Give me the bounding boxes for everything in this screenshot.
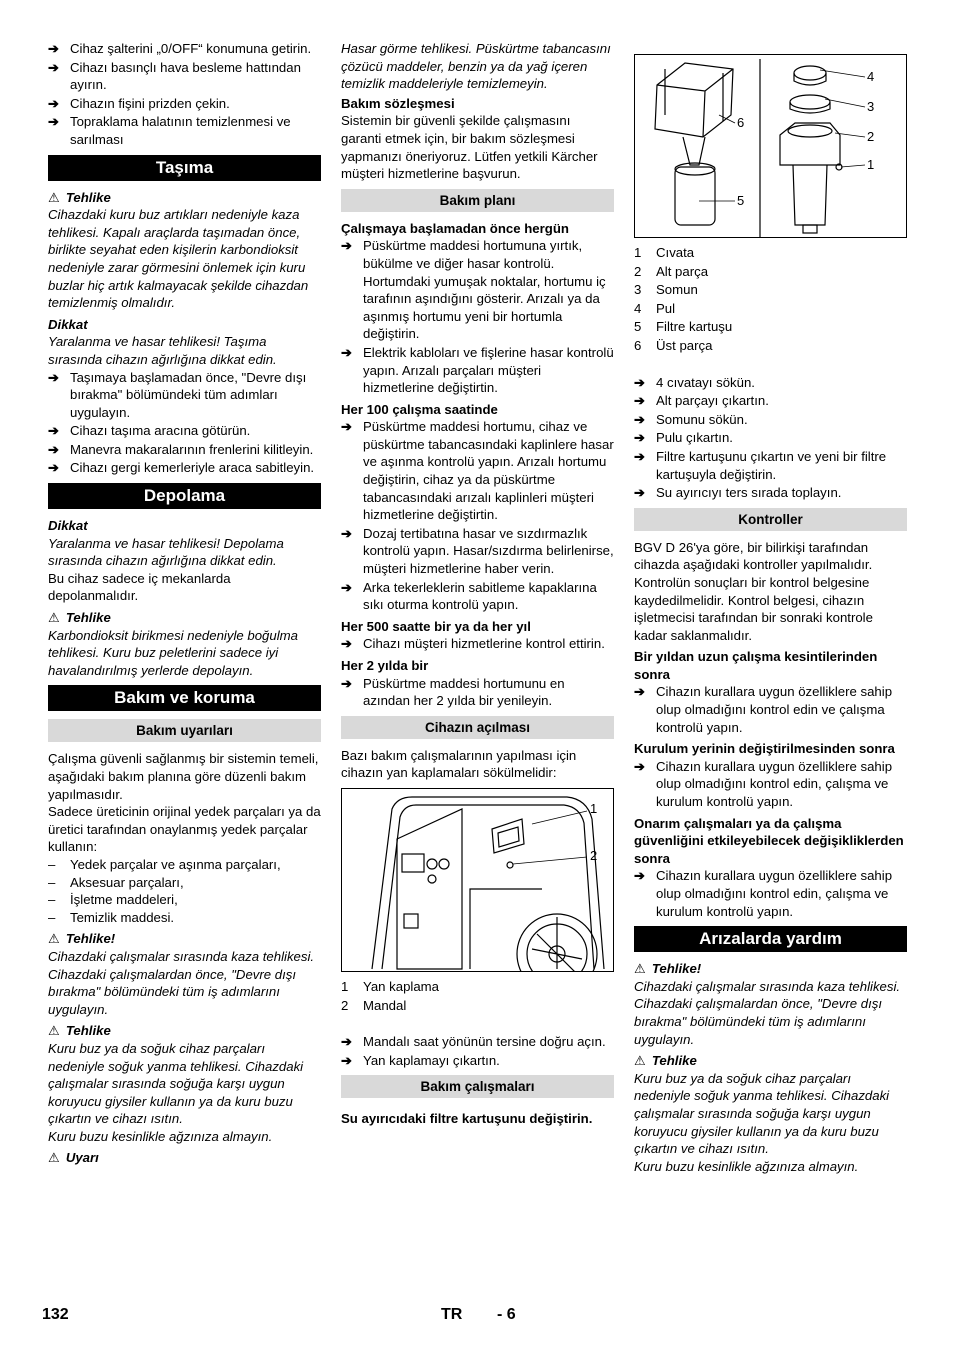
section-title-bakim: Bakım ve koruma [48,685,321,711]
subsection-title-bakim-plani: Bakım planı [341,189,614,212]
warning-text: Cihazdaki çalışmalar sırasında kaza tehlikesi. Cihazdaki çalışmalardan önce, "Devre dışı bırakma" bölümündeki tüm iş adımlarını uygulayın. [48,948,315,1017]
sub-page-number: - 6 [497,1306,516,1323]
heading: Bakım sözleşmesi [341,95,455,111]
caution-text: Yaralanma ve hasar tehlikesi! Depolama sırasında cihazın ağırlığına dikkat edin. [48,535,284,569]
callout-1: 1 [590,800,598,816]
legend-item: 4 Pul [634,300,676,316]
device-illustration [342,789,613,971]
callout-2: 2 [590,847,598,863]
step: ➔ Arka tekerleklerin sabitleme kapaklarına sıkı oturma kontrolü yapın. [341,579,614,614]
callout-3: 3 [867,99,875,114]
step: ➔ Manevra makaralarının frenlerini kilitleyin. [48,441,321,459]
subsection-title-bakim-calismalari: Bakım çalışmaları [341,1075,614,1098]
subsection-title-cihazin-acilmasi: Cihazın açılması [341,716,614,739]
heading: Çalışmaya başlamadan önce hergün [341,220,569,236]
filter-illustration [635,55,906,237]
warning-text: Kuru buz ya da soğuk cihaz parçaları nedeniyle soğuk yanma tehlikesi. Cihazdaki çalışmalar sırasında soğuğa karşı uygun koruyucu giysiler kullanın ya da kuru buzu çıkartın ve cihazı ısıtın. [634,1070,890,1157]
heading: Her 2 yılda bir [341,658,429,673]
step: ➔ Topraklama halatının temizlenmesi ve sarılması [48,113,321,148]
warning-icon: ⚠ [48,1150,60,1166]
subsection-title-kontroller: Kontroller [634,508,907,531]
step: ➔ Püskürtme maddesi hortumunu en azından her 2 yılda bir yenileyin. [341,675,614,710]
heading: Her 100 çalışma saatinde [341,401,498,417]
step: ➔ Somunu sökün. [634,411,907,429]
step: ➔ Cihaz şalterini „0/OFF“ konumuna getirin. [48,40,321,58]
warning-icon: ⚠ [48,931,60,947]
step: ➔ Filtre kartuşunu çıkartın ve yeni bir filtre kartuşuyla değiştirin. [634,448,907,483]
warning-icon: ⚠ [48,1023,60,1039]
step: ➔ Elektrik kabloları ve fişlerine hasar kontrolü yapın. Arızalı parçaları müşteri hizmetlerine değiştirtin. [341,344,614,397]
step: ➔ Pulu çıkartın. [634,429,907,447]
step: ➔ Cihazı müşteri hizmetlerine kontrol ettirin. [341,635,614,653]
device-side-figure [341,788,614,972]
caution-text: Yaralanma ve hasar tehlikesi! Taşıma sırasında cihazın ağırlığına dikkat edin. [48,334,277,367]
warning-label: ⚠ Tehlike [48,1023,111,1039]
step: ➔ Mandalı saat yönünün tersine doğru açın. [341,1033,614,1051]
section-title-tasima: Taşıma [48,155,321,181]
legend-item: 1 Yan kaplama [341,978,439,994]
heading: Bir yıldan uzun çalışma kesintilerinden sonra [634,649,878,682]
page-number: 132 [42,1306,69,1323]
paragraph: Çalışma güvenli sağlanmış bir sistemin temeli, aşağıdaki bakım planına göre düzenli bakım yapılmasıdır. [48,751,319,802]
step: ➔ Alt parçayı çıkartın. [634,392,907,410]
storage-text: Bu cihaz sadece iç mekanlarda depolanmalıdır. [48,570,231,604]
list-item: – Aksesuar parçaları, [48,874,321,892]
step: ➔ Cihazı gergi kemerleriyle araca sabitleyin. [48,459,321,477]
top-steps [48,40,321,149]
callout-2: 2 [867,129,875,144]
warning-text: Cihazdaki çalışmalar sırasında kaza tehlikesi. Cihazdaki çalışmalardan önce, "Devre dışı bırakma" bölümündeki tüm iş adımlarını uygulayın. [634,978,901,1047]
warning-label: ⚠ Tehlike [634,1053,697,1069]
callout-6: 6 [737,115,745,130]
step: ➔ Cihazın kurallara uygun özelliklere sahip olup olmadığını kontrol edin, çalışma ve kurulum kontrolü yapın. [634,758,907,811]
heading: Kurulum yerinin değiştirilmesinden sonra [634,741,895,757]
filter-figure [634,54,907,238]
language-code: TR [441,1306,463,1323]
paragraph: Sadece üreticinin orijinal yedek parçaları ya da üretici tarafından onaylanmış yedek parçalar kullanın: [48,804,321,855]
step: ➔ Cihazı taşıma aracına götürün. [48,422,321,440]
heading: Su ayırıcıdaki filtre kartuşunu değiştirin. [341,1111,593,1127]
step: ➔ Cihazı basınçlı hava besleme hattından ayırın. [48,59,321,94]
step: ➔ 4 cıvatayı sökün. [634,374,907,392]
legend-item: 2 Mandal [341,997,407,1013]
warning-icon: ⚠ [48,610,60,626]
legend-item: 3 Somun [634,282,698,298]
step: ➔ Taşımaya başlamadan önce, "Devre dışı bırakma" bölümündeki tüm adımları uygulayın. [48,369,321,422]
warning-text: Karbondioksit birikmesi nedeniyle boğulma tehlikesi. Kuru buz peletlerini sadece iyi havalandırılmış yerlerde depolayın. [48,627,298,678]
warning-label: ⚠ Tehlike! [48,931,116,947]
paragraph: Bazı bakım çalışmalarının yapılması için cihazın yan kaplamaları sökülmelidir: [341,747,577,781]
warning-icon: ⚠ [634,1053,646,1069]
column-2 [341,40,614,1128]
legend-item: 2 Alt parça [634,263,709,279]
warning-text: Kuru buzu kesinlikle ağzınıza almayın. [634,1158,859,1174]
warning-label: ⚠ Tehlike! [634,961,702,977]
warning-icon: ⚠ [634,961,646,977]
heading: Onarım çalışmaları ya da çalışma güvenliğini etkileyebilecek değişikliklerden sonra [634,815,904,866]
legend-item: 5 Filtre kartuşu [634,319,733,335]
warning-text: Kuru buzu kesinlikle ağzınıza almayın. [48,1128,273,1144]
paragraph: Sistemin bir güvenli şekilde çalışmasını garanti etmek için, bir bakım sözleşmesi yapmanızı öneriyoruz. Lütfen yetkili Kärcher müşteri hizmetlerine başvurun. [341,113,598,182]
section-title-arizalarda-yardim: Arızalarda yardım [634,926,907,952]
legend-item: 6 Üst parça [634,337,713,353]
warning-text: Kuru buz ya da soğuk cihaz parçaları nedeniyle soğuk yanma tehlikesi. Cihazdaki çalışmalar sırasında soğuğa karşı uygun koruyucu giysiler kullanın ya da kuru buzu çıkartın ve cihazı ısıtın. [48,1040,304,1127]
column-3 [634,40,907,1175]
step: ➔ Cihazın fişini prizden çekin. [48,95,321,113]
subsection-title-bakim-uyarilari: Bakım uyarıları [48,719,321,742]
legend-item: 1 Cıvata [634,245,695,260]
caution-label: Dikkat [48,316,88,332]
callout-4: 4 [867,69,875,84]
list-item: – Yedek parçalar ve aşınma parçaları, [48,856,321,874]
warning-icon: ⚠ [48,189,60,205]
step: ➔ Su ayırıcıyı ters sırada toplayın. [634,484,907,502]
step: ➔ Cihazın kurallara uygun özelliklere sahip olup olmadığını kontrol edin ve çalışma kontrolü yapın. [634,683,907,736]
step: ➔ Yan kaplamayı çıkartın. [341,1052,614,1070]
notice-text: Hasar görme tehlikesi. Püskürtme tabancasını çözücü maddeler, benzin ya da yağ içeren temizlik maddeleriyle temizlemeyin. [341,41,611,92]
heading: Her 500 saatte bir ya da her yıl [341,618,531,634]
callout-1: 1 [867,157,875,172]
step: ➔ Püskürtme maddesi hortumu, cihaz ve püskürtme tabancasındaki kaplinlere hasar ve aşınma kontrolü yapın. Arızalı hortumu değiştirin, cihaz ya da püskürtme tabancasındaki arızalı kaplinleri müşteri hizmetlerine değiştirtin. [341,418,614,524]
step: ➔ Dozaj tertibatına hasar ve sızdırmazlık kontrolü yapın. Hasar/sızdırma belirlenirse, müşteri hizmetlerine haber verin. [341,525,614,578]
list-item: – İşletme maddeleri, [48,891,321,909]
warning-text: Cihazdaki kuru buz artıkları nedeniyle kaza tehlikesi. Kapalı araçlarda taşımadan önce, birlikte seyahat eden kişilerin karbondioksit nedeniyle zarar görmesini önlemek için kuru buzlar hiç artık kalmayacak şekilde cihazdan temizlenmiş olmalıdır. [48,207,309,311]
paragraph: BGV D 26'ya göre, bir bilirkişi tarafından cihazda aşağıdaki kontroller yapılmalıdır. Kontrolün sonuçları bir kontrol belgesine kaydedilmelidir. Kontrol belgesi, cihazın işletmecisi tarafından bir sonraki kontrole kadar saklanmalıdır. [634,539,873,643]
warning-label: ⚠ Uyarı [48,1150,99,1166]
callout-5: 5 [737,193,745,208]
warning-label: ⚠ Tehlike [48,610,111,626]
step: ➔ Püskürtme maddesi hortumuna yırtık, bükülme ve diğer hasar kontrolü. Hortumdaki yumuşak noktalar, hortumu iç tarafının aşındığını gösterir. Arızalı ya da aşınmış hortumu yeni bir hortumla değiştirin. [341,237,614,343]
caution-label: Dikkat [48,518,88,534]
list-item: – Temizlik maddesi. [48,909,321,927]
column-1 [48,40,321,1167]
step: ➔ Cihazın kurallara uygun özelliklere sahip olup olmadığını kontrol edin, çalışma ve kurulum kontrolü yapın. [634,867,907,920]
section-title-depolama: Depolama [48,483,321,509]
warning-label: ⚠ Tehlike [48,189,111,205]
